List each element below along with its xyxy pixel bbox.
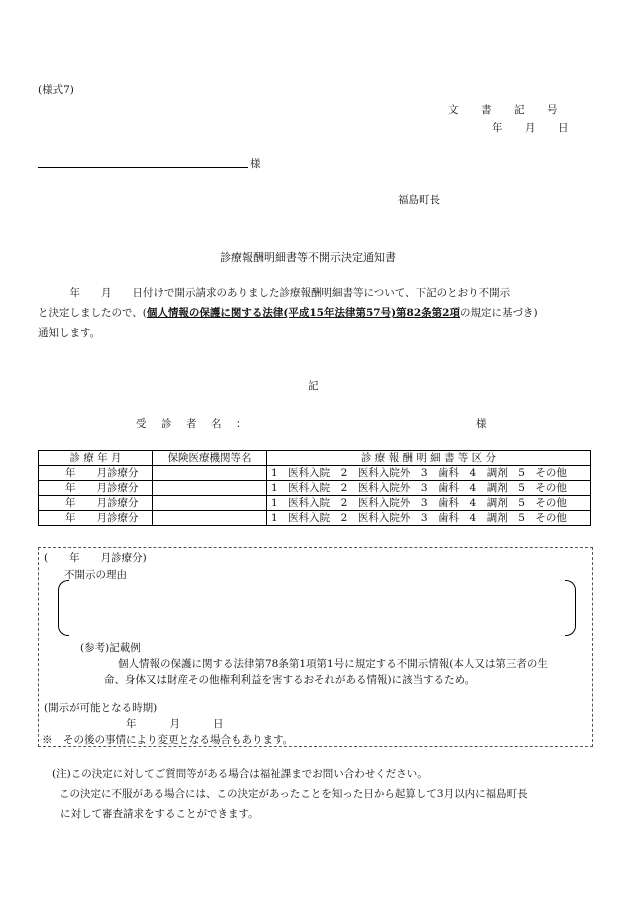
body-line-3: 通知します。 — [38, 327, 101, 339]
row-kubun: 1 医科入院 2 医科入院外 3 歯科 4 調剤 5 その他 — [267, 511, 591, 526]
patient-label: 受 診 者 名 ： — [136, 418, 249, 430]
timing-label: (開示が可能となる時期) — [44, 702, 158, 714]
row-month: 年 月診療分 — [39, 496, 153, 511]
row-institution — [153, 466, 267, 481]
example-line-2: 命、身体又は財産その他権利利益を害するおそれがある情報)に該当するため。 — [104, 674, 476, 686]
page-title: 診療報酬明細書等不開示決定通知書 — [220, 251, 396, 264]
table-row — [39, 511, 591, 526]
legal-basis: 個人情報の保護に関する法律(平成15年法律第57号)第82条第2項 — [146, 307, 460, 319]
header-institution: 保険医療機関等名 — [153, 451, 267, 466]
body-line-1: 年 月 日付けで開示請求のありました診療報酬明細書等について、下記のとおり不開示 — [38, 287, 511, 299]
reason-period: ( 年 月診療分) — [44, 552, 147, 564]
reason-bracket-right — [565, 580, 576, 636]
body-line-2-pre: と決定しましたので、( — [38, 307, 147, 319]
example-label: (参考)記載例 — [80, 642, 141, 654]
form-number: (様式7) — [38, 84, 74, 96]
ki-heading: 記 — [308, 380, 319, 392]
body-line-2 — [38, 305, 538, 320]
row-month: 年 月診療分 — [39, 481, 153, 496]
recipient-name-line — [38, 167, 248, 168]
claims-table — [38, 450, 591, 526]
footer-note-1: (注)この決定に対してご質問等がある場合は福祉課までお問い合わせください。 — [52, 768, 428, 780]
timing-date: 年 月 日 — [126, 718, 228, 730]
footer-note-3: に対して審査請求をすることができます。 — [60, 808, 259, 820]
example-line-1: 個人情報の保護に関する法律第78条第1項第1号に規定する不開示情報(本人又は第三者の生 — [118, 658, 548, 670]
reason-bracket-left — [58, 580, 69, 636]
reason-label: 不開示の理由 — [64, 569, 127, 581]
document-date: 年 月 日 — [492, 122, 575, 134]
row-kubun: 1 医科入院 2 医科入院外 3 歯科 4 調剤 5 その他 — [267, 496, 591, 511]
body-line-2-post: の規定に基づき) — [459, 307, 538, 319]
row-institution — [153, 481, 267, 496]
row-month: 年 月診療分 — [39, 511, 153, 526]
row-kubun: 1 医科入院 2 医科入院外 3 歯科 4 調剤 5 その他 — [267, 466, 591, 481]
document-number: 文 書 記 号 — [448, 104, 564, 116]
patient-suffix: 様 — [476, 418, 487, 430]
recipient-suffix: 様 — [250, 158, 261, 170]
table-row — [39, 466, 591, 481]
header-kubun: 診 療 報 酬 明 細 書 等 区 分 — [267, 451, 591, 466]
header-month: 診 療 年 月 — [39, 451, 153, 466]
table-header-row — [39, 451, 591, 466]
row-kubun: 1 医科入院 2 医科入院外 3 歯科 4 調剤 5 その他 — [267, 481, 591, 496]
row-institution — [153, 496, 267, 511]
row-institution — [153, 511, 267, 526]
timing-note: ※ その後の事情により変更となる場合もあります。 — [42, 734, 294, 746]
row-month: 年 月診療分 — [39, 466, 153, 481]
table-row — [39, 481, 591, 496]
table-row — [39, 496, 591, 511]
footer-note-2: この決定に不服がある場合には、この決定があったことを知った日から起算して3月以内に福島町長 — [38, 788, 528, 800]
sender-name: 福島町長 — [398, 194, 440, 206]
